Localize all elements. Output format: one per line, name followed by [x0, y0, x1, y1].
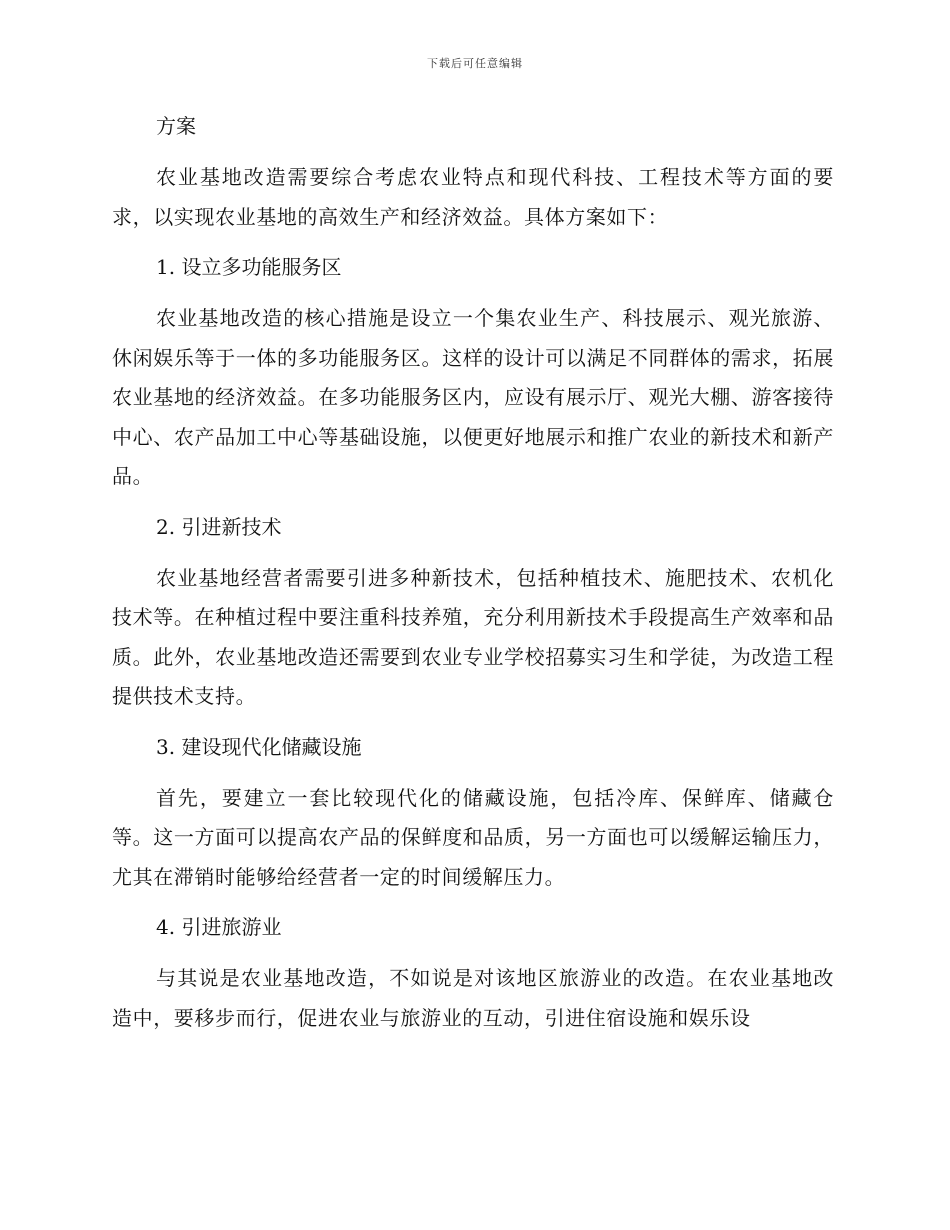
- document-title: 方案: [156, 114, 196, 138]
- section-paragraph: 农业基地改造的核心措施是设立一个集农业生产、科技展示、观光旅游、休闲娱乐等于一体的多功能服务区。这样的设计可以满足不同群体的需求，拓展农业基地的经济效益。在多功能服务区内，应设有展示厅、观光大棚、游客接待中心、农产品加工中心等基础设施，以便更好地展示和推广农业的新技术和新产品。: [112, 306, 834, 488]
- section-paragraph: 与其说是农业基地改造，不如说是对该地区旅游业的改造。在农业基地改造中，要移步而行，促进农业与旅游业的互动，引进住宿设施和娱乐设: [112, 966, 834, 1030]
- section-paragraph: 农业基地经营者需要引进多种新技术，包括种植技术、施肥技术、农机化技术等。在种植过程中要注重科技养殖，充分利用新技术手段提高生产效率和品质。此外，农业基地改造还需要到农业专业学校招募实习生和学徒，为改造工程提供技术支持。: [112, 565, 834, 708]
- intro-paragraph: 农业基地改造需要综合考虑农业特点和现代科技、工程技术等方面的要求，以实现农业基地的高效生产和经济效益。具体方案如下：: [112, 165, 834, 229]
- page-header-note: 下载后可任意编辑: [427, 57, 523, 70]
- section-heading: 3. 建设现代化储藏设施: [156, 734, 362, 759]
- section-heading: 1. 设立多功能服务区: [156, 255, 342, 279]
- document-body: [112, 112, 834, 1038]
- section-heading: 4. 引进旅游业: [156, 915, 282, 939]
- section-paragraph: 首先，要建立一套比较现代化的储藏设施，包括冷库、保鲜库、储藏仓等。这一方面可以提高农产品的保鲜度和品质，另一方面也可以缓解运输压力，尤其在滞销时能够给经营者一定的时间缓解压力。: [112, 785, 834, 889]
- section-heading: 2. 引进新技术: [156, 514, 282, 539]
